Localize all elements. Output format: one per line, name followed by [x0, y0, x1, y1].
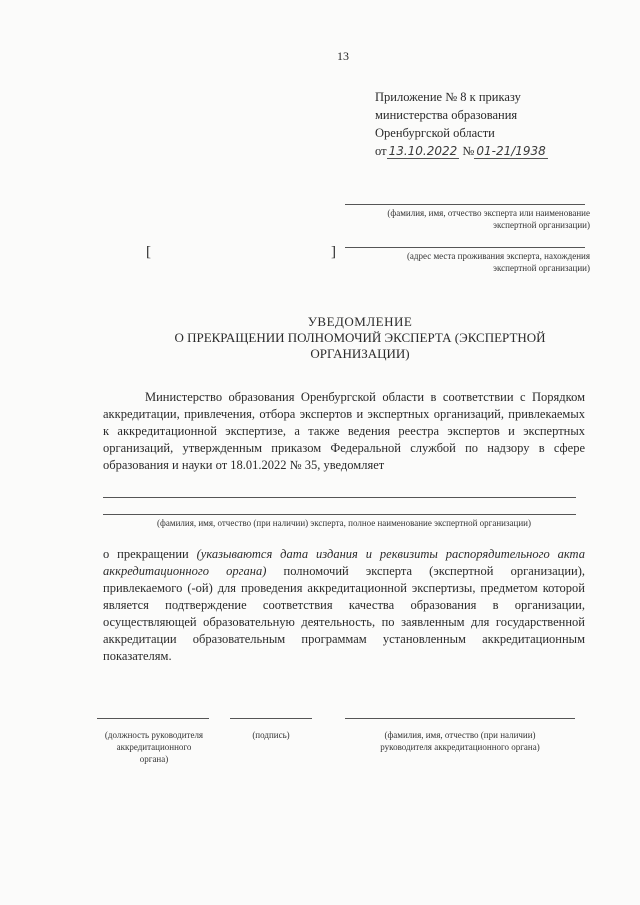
- expert-line-1: [103, 497, 576, 498]
- bracket-close: ]: [331, 244, 336, 260]
- annex-header: [375, 88, 548, 160]
- expert-line-2: [103, 514, 576, 515]
- full-name-caption-2: руководителя аккредитационного органа): [380, 742, 540, 752]
- bracket-open: [: [146, 244, 151, 260]
- annex-line-2: министерства образования: [375, 108, 518, 122]
- main-paragraph-text: Министерство образования Оренбургской области в соответствии с Порядком аккредитации, привлечения, отбора экспертов и экспертных организаций, привлекаемых к аккредитационной экспертизе, а также ведения реестра экспертов и экспертных организаций, утвержденным приказом Федеральной службой по надзору в сфере образования и науки от 18.01.2022 № 35, уведомляет: [103, 390, 585, 472]
- recipient-name-caption-1: (фамилия, имя, отчество эксперта или наименование: [387, 208, 590, 218]
- position-caption: [90, 729, 218, 765]
- full-name-line: [345, 718, 575, 719]
- main-paragraph: [103, 389, 585, 474]
- position-caption-2: аккредитационного: [116, 742, 192, 752]
- termination-italic: (указываются дата издания и реквизиты распорядительного акта аккредитационного органа): [103, 547, 585, 578]
- annex-line-3: Оренбургской области: [375, 126, 495, 140]
- title-line-1: УВЕДОМЛЕНИЕ: [307, 314, 413, 329]
- signature-caption: (подпись): [252, 730, 290, 740]
- recipient-name-caption: [342, 207, 590, 231]
- termination-end: полномочий эксперта (экспертной организации), привлекаемого (-ой) для проведения аккредитационной экспертизы, предметом которой является подтверждение соответствия качества образования в организации, осуществляющей образовательную деятельность, по заявленным для государственной аккредитации образовательным программам установленным аккредитационным показателям.: [103, 564, 585, 663]
- recipient-name-line: [345, 204, 585, 205]
- expert-caption: (фамилия, имя, отчество (при наличии) эксперта, полное наименование экспертной организации): [157, 518, 531, 528]
- position-caption-1: (должность руководителя: [104, 730, 204, 740]
- full-name-caption: [345, 729, 575, 753]
- page-number: 13: [337, 49, 349, 63]
- termination-paragraph: [103, 546, 585, 665]
- annex-date-line: [375, 142, 548, 160]
- recipient-address-line: [345, 247, 585, 248]
- annex-from: от: [375, 144, 387, 158]
- position-caption-3: органа): [139, 754, 169, 764]
- position-line: [97, 718, 209, 719]
- annex-num-sign: №: [462, 144, 475, 158]
- signature-line: [230, 718, 312, 719]
- termination-start: о прекращении: [103, 547, 197, 561]
- full-name-caption-1: (фамилия, имя, отчество (при наличии): [384, 730, 536, 740]
- annex-line-1: Приложение № 8 к приказу: [375, 90, 521, 104]
- annex-number: 01-21/1938: [476, 144, 546, 158]
- recipient-name-caption-2: экспертной организации): [493, 220, 590, 230]
- title-line-3: ОРГАНИЗАЦИИ): [310, 346, 410, 361]
- annex-date: 13.10.2022: [388, 144, 458, 158]
- title-line-2: О ПРЕКРАЩЕНИИ ПОЛНОМОЧИЙ ЭКСПЕРТА (ЭКСПЕРТНОЙ: [174, 330, 546, 345]
- recipient-address-caption-2: экспертной организации): [493, 263, 590, 273]
- recipient-address-caption: [342, 250, 590, 274]
- document-title: [100, 314, 620, 362]
- recipient-address-caption-1: (адрес места проживания эксперта, нахождения: [406, 251, 590, 261]
